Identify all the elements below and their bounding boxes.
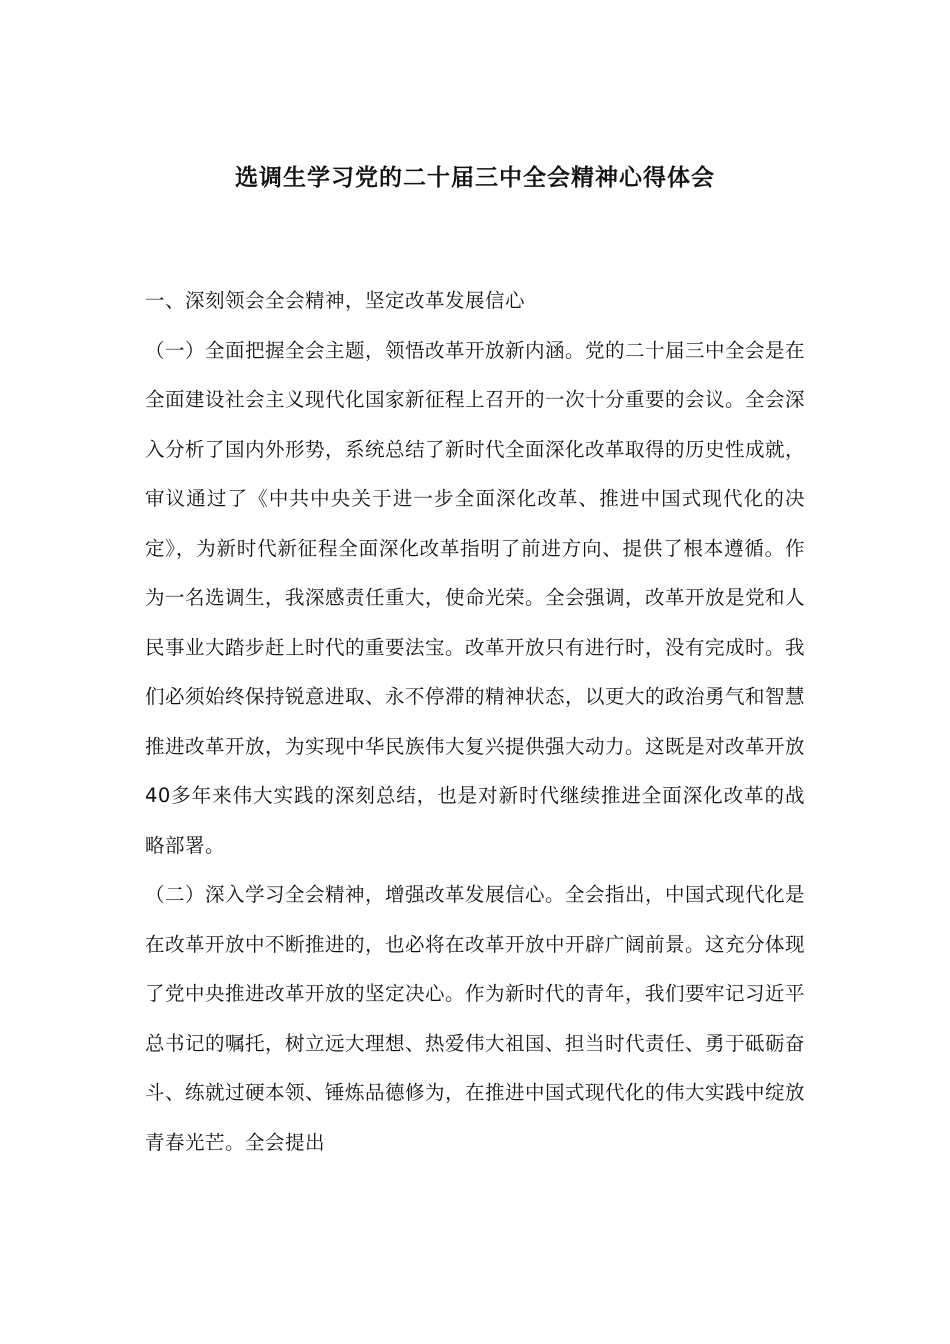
document-title: 选调生学习党的二十届三中全会精神心得体会 <box>235 164 715 191</box>
paragraph-1: （一）全面把握全会主题，领悟改革开放新内涵。党的二十届三中全会是在全面建设社会主义现代化国家新征程上召开的一次十分重要的会议。全会深入分析了国内外形势，系统总结了新时代全面深化改革取得的历史性成就，审议通过了《中共中央关于进一步全面深化改革、推进中国式现代化的决定》，为新时代新征程全面深化改革指明了前进方向、提供了根本遵循。作为一名选调生，我深感责任重大，使命光荣。全会强调，改革开放是党和人民事业大踏步赶上时代的重要法宝。改革开放只有进行时，没有完成时。我们必须始终保持锐意进取、永不停滞的精神状态，以更大的政治勇气和智慧推进改革开放，为实现中华民族伟大复兴提供强大动力。这既是对改革开放40多年来伟大实践的深刻总结，也是对新时代继续推进全面深化改革的战略部署。 <box>145 338 806 857</box>
document-body <box>145 276 805 1167</box>
paragraph-2: （二）深入学习全会精神，增强改革发展信心。全会指出，中国式现代化是在改革开放中不断推进的，也必将在改革开放中开辟广阔前景。这充分体现了党中央推进改革开放的坚定决心。作为新时代的青年，我们要牢记习近平总书记的嘱托，树立远大理想、热爱伟大祖国、担当时代责任、勇于砥砺奋斗、练就过硬本领、锤炼品德修为，在推进中国式现代化的伟大实践中绽放青春光芒。全会提出 <box>145 883 806 1154</box>
section-heading: 一、深刻领会全会精神，坚定改革发展信心 <box>145 289 526 312</box>
